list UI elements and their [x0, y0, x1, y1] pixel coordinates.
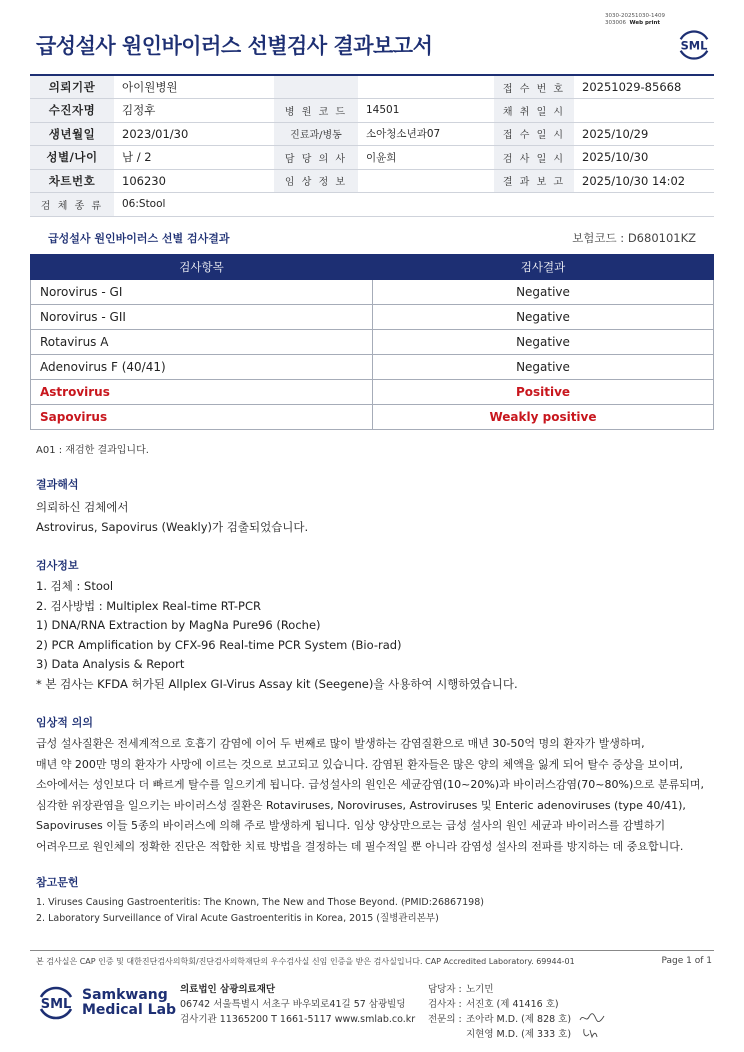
test-info-title: 검사정보 — [36, 559, 79, 572]
sex-age: 남 / 2 — [114, 146, 274, 170]
received-date: 2025/10/29 — [574, 122, 714, 146]
test-result: Negative — [373, 330, 714, 355]
sml-logo-footer — [36, 983, 76, 1023]
col-header-result: 검사결과 — [373, 255, 714, 280]
interpretation-text: 의뢰하신 검체에서 Astrovirus, Sapovirus (Weakly)가 검출되었습니다. — [36, 500, 309, 534]
signature-image — [578, 1011, 606, 1025]
test-info-text: 1. 검체 : Stool 2. 검사방법 : Multiplex Real-time RT-PCR 1) DNA/RNA Extraction by MagNa Pure96 (Roche) 2) PCR Amplification by CFX-96 Real-time PCR System (Bio-rad) 3) Data Analysis & Report * 본 검사는 KFDA 허가된 Allplex GI-Virus Assay kit (Seegene)을 사용하여 시행하였습니다. — [36, 579, 518, 691]
clinical-text: 급성 설사질환은 전세계적으로 호흡기 감염에 이어 두 번째로 많이 발생하는 감염질환으로 매년 30-50억 명의 환자가 발생하며, 매년 약 200만 명의 환자가 사망에 이르는 것으로 보고되고 있습니다. 감염된 환자들은 많은 양의 체액을 잃게 되어 탈수 증상을 보이며, 소아에서는 성인보다 더 빠르게 탈수를 일으키게 됩니다. 급성설사의 원인은 세균감염(10~20%)과 바이러스감염(70~80%)으로 분류되며, 심각한 위장관염을 일으키는 바이러스성 질환은 Rotaviruses, Noroviruses, Astroviruses 및 Enteric adenoviruses (type 40/41), Sapoviruses 이들 5종의 바이러스에 의해 주로 발생하게 됩니다. 임상 양상만으로는 급성 설사의 원인 세균과 바이러스를 감별하기 어려우므로 원인체의 정확한 진단은 적합한 치료 방법을 결정하는 데 필수적일 뿐 아니라 감염성 설사의 전파를 방지하는 데 중요합니다. — [36, 737, 704, 853]
info-label: 결 과 보 고 — [494, 169, 574, 193]
table-row — [31, 330, 714, 355]
info-row — [30, 146, 714, 170]
footer-divider — [30, 950, 714, 951]
references-list — [36, 895, 484, 927]
info-row — [30, 122, 714, 146]
specimen-type: 06:Stool — [114, 193, 714, 217]
info-row — [30, 99, 714, 123]
test-item: Sapovirus — [31, 405, 373, 430]
test-result: Negative — [373, 280, 714, 305]
patient-name: 김정후 — [114, 99, 274, 123]
test-result: Negative — [373, 355, 714, 380]
info-label: 의뢰기관 — [30, 75, 114, 99]
info-label: 생년월일 — [30, 122, 114, 146]
print-code: 3030-20251030-1409 303006 Web print — [605, 13, 665, 26]
retest-note: A01 : 재검한 결과입니다. — [36, 445, 149, 456]
info-label: 담 당 의 사 — [274, 146, 358, 170]
test-result: Positive — [373, 380, 714, 405]
table-row-positive — [31, 380, 714, 405]
info-label: 임 상 정 보 — [274, 169, 358, 193]
info-label: 병 원 코 드 — [274, 99, 358, 123]
svg-text:SML: SML — [680, 38, 708, 53]
test-item: Adenovirus F (40/41) — [31, 355, 373, 380]
accreditation-note: 본 검사실은 CAP 인증 및 대한진단검사의학회/진단검사의학재단의 우수검사실 신임 인증을 받은 검사실입니다. CAP Accredited Laboratory. 69944-01 — [36, 957, 575, 966]
staff-row: 담당자 : 노기민 — [428, 984, 494, 995]
staff-row: 지현영 M.D. (제 333 호) — [466, 1029, 572, 1040]
test-result: Negative — [373, 305, 714, 330]
info-row — [30, 169, 714, 193]
clinical-info — [358, 169, 494, 193]
results-table — [30, 254, 714, 430]
info-label: 검 사 일 시 — [494, 146, 574, 170]
hospital-code: 14501 — [358, 99, 494, 123]
collection-date — [574, 99, 714, 123]
info-label: 접 수 일 시 — [494, 122, 574, 146]
physician: 이윤희 — [358, 146, 494, 170]
sml-logo — [675, 26, 713, 64]
staff-row: 전문의 : 조아라 M.D. (제 828 호) — [428, 1014, 572, 1025]
brand-name: Samkwang Medical Lab — [82, 987, 177, 1018]
insurance-code: 보험코드 : D680101KZ — [572, 231, 696, 245]
results-section-title: 급성설사 원인바이러스 선별 검사결과 — [48, 232, 230, 245]
info-label: 성별/나이 — [30, 146, 114, 170]
department: 소아청소년과07 — [358, 122, 494, 146]
reference-item: 2. Laboratory Surveillance of Viral Acute Gastroenteritis in Korea, 2015 (질병관리본부) — [36, 913, 439, 924]
col-header-item: 검사항목 — [31, 255, 373, 280]
staff-list — [428, 982, 571, 1042]
test-result: Weakly positive — [373, 405, 714, 430]
info-label: 수진자명 — [30, 99, 114, 123]
info-label: 차트번호 — [30, 169, 114, 193]
test-item: Norovirus - GI — [31, 280, 373, 305]
table-row — [31, 355, 714, 380]
chart-number: 106230 — [114, 169, 274, 193]
test-item: Norovirus - GII — [31, 305, 373, 330]
staff-row: 검사자 : 서진호 (제 41416 호) — [428, 999, 559, 1010]
table-row — [31, 305, 714, 330]
signature-image — [580, 1026, 608, 1040]
test-item: Astrovirus — [31, 380, 373, 405]
page-number: Page 1 of 1 — [661, 956, 712, 966]
references-title: 참고문헌 — [36, 876, 79, 889]
info-label: 접 수 번 호 — [494, 75, 574, 99]
info-label: 진료과/병동 — [274, 122, 358, 146]
table-row-positive — [31, 405, 714, 430]
test-item: Rotavirus A — [31, 330, 373, 355]
clinical-title: 임상적 의의 — [36, 716, 93, 729]
reference-item: 1. Viruses Causing Gastroenteritis: The Known, The New and Those Beyond. (PMID:26867198) — [36, 897, 484, 908]
svg-text:SML: SML — [40, 997, 72, 1012]
table-row — [31, 280, 714, 305]
test-date: 2025/10/30 — [574, 146, 714, 170]
birth-date: 2023/01/30 — [114, 122, 274, 146]
foundation-info: 의료법인 삼광의료재단 06742 서울특별시 서초구 바우뫼로41길 57 삼광빌딩 검사기관 11365200 T 1661-5117 www.smlab.co.kr — [180, 984, 416, 1025]
info-row — [30, 193, 714, 217]
info-row — [30, 75, 714, 99]
report-title: 급성설사 원인바이러스 선별검사 결과보고서 — [36, 34, 433, 58]
info-label: 검 체 종 류 — [30, 193, 114, 217]
accession-number: 20251029-85668 — [574, 75, 714, 99]
interpretation-title: 결과해석 — [36, 478, 79, 491]
report-date: 2025/10/30 14:02 — [574, 169, 714, 193]
referring-institution: 아이원병원 — [114, 75, 274, 99]
info-label: 채 취 일 시 — [494, 99, 574, 123]
patient-info-table — [30, 74, 714, 217]
